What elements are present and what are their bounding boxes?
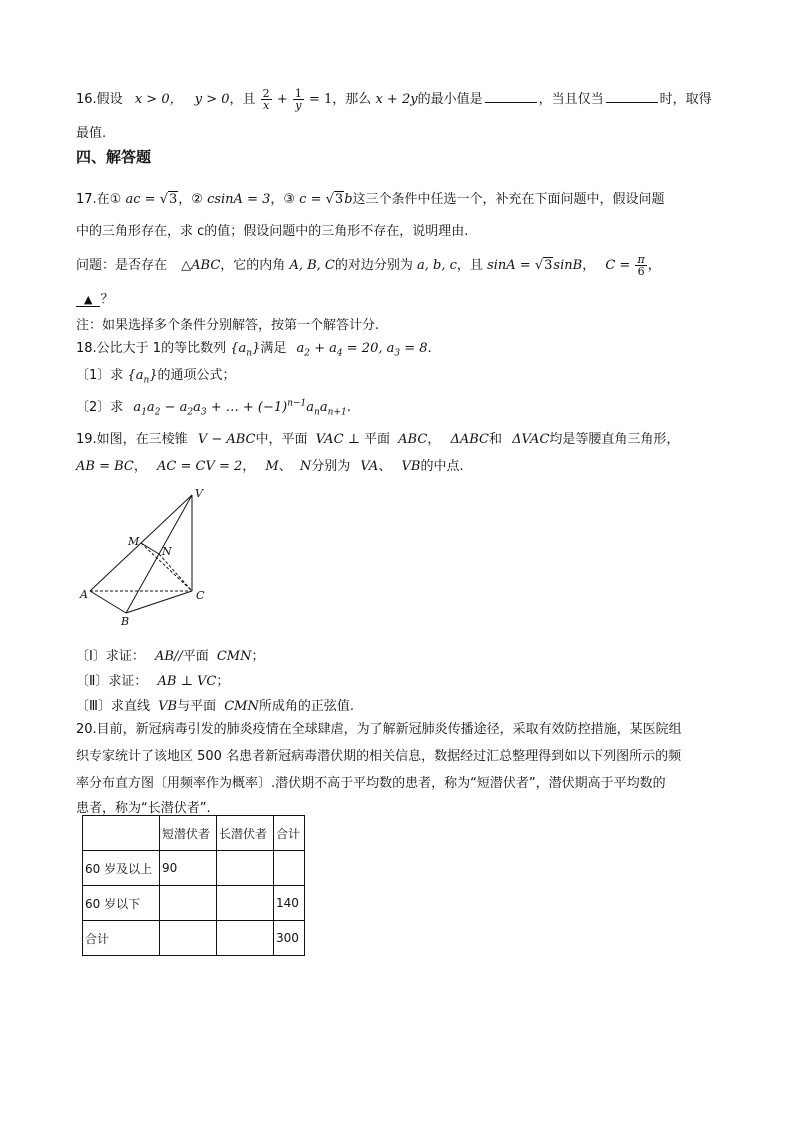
fraction-1-over-y: $\frac{1}{y}$ — [294, 87, 302, 112]
q17-cond3: c = — [299, 192, 322, 207]
table-cell — [160, 921, 217, 956]
contingency-table — [82, 815, 305, 956]
label-c: C — [196, 589, 205, 602]
q18-p1-label: 〔1〕求 — [76, 368, 124, 383]
table-row — [83, 851, 305, 886]
q18-seq-close: } — [252, 341, 261, 356]
q19-p3-vb: VB — [158, 699, 178, 714]
table-cell: 合计 — [83, 921, 160, 956]
q17-sep2: ，② — [178, 192, 203, 207]
question-20-line3: 率分布直方图〔用频率作为概率〕.潜伏期不高于平均数的患者，称为“短潜伏者”，潜伏期高于平均数的 — [76, 776, 666, 791]
table-cell — [217, 921, 274, 956]
q17-sin-eq: sinA = — [487, 258, 531, 273]
q19-p3-cmn: CMN — [224, 699, 259, 714]
question-16-line1: 16.假设 x > 0， y > 0，且 $\frac{2}{x}$ + $\frac{1}{y}$ = 1，那么 x + 2y的最小值是 ，当且仅当 时，取得 — [76, 87, 712, 112]
question-17-line2: 中的三角形存在，求 c的值；假设问题中的三角形不存在，说明理由. — [76, 224, 469, 239]
table-header-row — [83, 816, 305, 851]
segment-nc-hidden — [159, 554, 192, 591]
q18-eq-a3: = 20, a — [346, 341, 395, 356]
label-m: M — [128, 535, 140, 548]
fraction-pi-over-6: $\frac{\pi}{6}$ — [637, 253, 645, 278]
table-header-cell: 长潜伏者 — [217, 816, 274, 851]
q19-intro: 19.如图，在三棱锥 — [76, 432, 188, 447]
q16-prefix: 16.假设 — [76, 92, 123, 107]
q19-and: 和 — [489, 432, 503, 447]
q19-m: M — [265, 459, 279, 474]
table-cell — [217, 851, 274, 886]
q18-sign: + … + (−1) — [206, 400, 288, 415]
q17-question-mark: ？ — [100, 292, 114, 307]
sqrt-3-c: √3 — [534, 258, 553, 273]
fraction-2-over-x: $\frac{2}{x}$ — [262, 87, 270, 112]
table-row — [83, 921, 305, 956]
q16-when-text: ，当且仅当 — [538, 92, 604, 107]
sqrt-3-a: √3 — [159, 192, 178, 207]
question-17-line1 — [76, 188, 665, 207]
question-20-line4: 患者，称为“长潜伏者”. — [76, 801, 211, 816]
answer-blank-1 — [485, 90, 537, 103]
answer-blank-2 — [606, 90, 658, 103]
table-cell — [274, 851, 305, 886]
q18-a1: a — [133, 400, 142, 415]
q19-p3-label: 〔Ⅲ〕求直线 — [76, 699, 150, 714]
q18-plus-a4: + a — [314, 341, 337, 356]
q17-triangle: △ABC — [181, 258, 221, 273]
q19-sep-a: ， — [133, 459, 147, 474]
q19-p1-label: 〔Ⅰ〕求证： — [76, 649, 145, 664]
q19-p1-cmn: CMN — [216, 649, 252, 664]
table-cell: 90 — [160, 851, 217, 886]
q17-cond2: csinA = 3 — [207, 192, 271, 207]
q19-p1-ab: AB// — [154, 649, 183, 664]
q16-and: ，且 — [229, 92, 256, 107]
question-19-line1 — [76, 428, 679, 447]
q18-a2: a — [296, 341, 305, 356]
q18-seq-open: {a — [230, 341, 247, 356]
q19-sep-b: ， — [242, 459, 256, 474]
condition-placeholder: ▲ — [76, 293, 100, 307]
table-cell — [83, 816, 160, 851]
q19-p1-plane: 平面 — [182, 649, 209, 664]
q19-resp: 分别为 — [311, 459, 351, 474]
q16-tail: 时，取得 — [659, 92, 712, 107]
q19-ac-cv: AC = CV = 2 — [157, 459, 243, 474]
q17-comma: ， — [582, 258, 596, 273]
q19-plane-text: 中，平面 — [255, 432, 308, 447]
q18-p1-text: 的通项公式； — [157, 368, 236, 383]
q19-n: N — [299, 459, 312, 474]
q19-sep-c: 、 — [278, 459, 292, 474]
q17-angles-text: ，它的内角 — [220, 258, 286, 273]
q18-a2b: a — [146, 400, 155, 415]
label-v: V — [195, 487, 203, 500]
table-cell — [217, 886, 274, 921]
edge-ab — [90, 591, 126, 613]
q16-expression: x + 2y — [375, 92, 418, 107]
q19-p3-text: 所成角的正弦值. — [258, 699, 354, 714]
q17-sides: a, b, c — [417, 258, 457, 273]
question-18-part1: 〔1〕求 $\{a_n\}$的通项公式； — [76, 368, 236, 386]
label-b: B — [121, 615, 130, 628]
question-16-line2: 最值. — [76, 126, 107, 141]
q16-equation-rhs: = 1 — [309, 92, 333, 107]
table-cell: 300 — [274, 921, 305, 956]
q18-p2-label: 〔2〕求 — [76, 400, 124, 415]
q18-a3b: a — [193, 400, 201, 415]
q19-midpoints: 的中点. — [420, 459, 464, 474]
q19-tetra: V − ABC — [197, 432, 256, 447]
question-18-part2: 〔2〕求 $a_1a_2 - a_2a_3$ + … + $(-1)^{n-1}a_na_{n+1}$. — [76, 398, 351, 418]
q17-line1-rest: 这三个条件中任选一个，补充在下面问题中，假设问题 — [352, 192, 665, 207]
q18-eq-8: = 8 — [404, 341, 428, 356]
q17-cond3-b: b — [344, 192, 353, 207]
table-header-cell: 合计 — [274, 816, 305, 851]
q18-an: a — [306, 400, 315, 415]
q18-minus-a2: − a — [160, 400, 188, 415]
q16-min-text: 的最小值是 — [417, 92, 483, 107]
q19-p2-end: ； — [216, 674, 230, 689]
q17-comma-2: ， — [647, 258, 661, 273]
q18-p2-period: . — [346, 400, 351, 415]
q19-vac-perp: VAC ⊥ — [315, 432, 360, 447]
q18-an1: a — [319, 400, 328, 415]
question-17-line3 — [76, 254, 661, 277]
sqrt-3-b: √3 — [325, 192, 344, 207]
label-a: A — [80, 588, 88, 601]
table-header-cell: 短潜伏者 — [160, 816, 217, 851]
q17-angles: A, B, C — [289, 258, 335, 273]
q19-comma: ， — [427, 432, 441, 447]
table-cell: 60 岁以下 — [83, 886, 160, 921]
q19-tri-abc: ΔABC — [450, 432, 489, 447]
q19-tri-vac: ΔVAC — [512, 432, 550, 447]
q18-satisfies: 满足 — [260, 341, 287, 356]
q19-ab-bc: AB = BC — [76, 459, 134, 474]
q17-sep3: ，③ — [270, 192, 296, 207]
q18-period: . — [427, 341, 432, 356]
table-cell: 140 — [274, 886, 305, 921]
q17-intro: 17.在① — [76, 192, 122, 207]
question-19-line2 — [76, 455, 464, 474]
q17-problem-label: 问题：是否存在 — [76, 258, 168, 273]
question-19-part2 — [76, 670, 229, 689]
q17-sinb: sinB — [553, 258, 583, 273]
q16-cond-x: x > 0， — [134, 92, 183, 107]
question-17-note: 注：如果选择多个条件分别解答，按第一个解答计分. — [76, 318, 380, 333]
question-20-line1: 20.目前，新冠病毒引发的肺炎疫情在全球肆虐，为了解新冠肺炎传播途径，采取有效防控措施，某医院组 — [76, 722, 682, 737]
q16-cond-y: y > 0 — [194, 92, 230, 107]
q16-then: ，那么 — [332, 92, 372, 107]
q19-p2-perp: AB ⊥ VC — [157, 674, 217, 689]
q19-p3-plane: 与平面 — [177, 699, 217, 714]
q17-angle-c: C = — [605, 258, 631, 273]
q19-sep-d: 、 — [378, 459, 392, 474]
question-19-part1 — [76, 645, 265, 664]
tetrahedron-figure — [78, 485, 218, 630]
section-heading: 四、解答题 — [76, 148, 152, 166]
q18-intro: 18.公比大于 1的等比数列 — [76, 341, 227, 356]
q17-and: ，且 — [456, 258, 483, 273]
q19-iso-text: 均是等腰直角三角形， — [549, 432, 680, 447]
q17-cond1: ac = — [125, 192, 156, 207]
question-19-part3 — [76, 695, 354, 714]
q19-abc: ABC — [398, 432, 428, 447]
question-20-line2: 织专家统计了该地区 500 名患者新冠病毒潜伏期的相关信息，数据经过汇总整理得到如以下列图所示的频 — [76, 749, 682, 764]
q19-vb: VB — [401, 459, 421, 474]
q19-va: VA — [360, 459, 379, 474]
table-row — [83, 886, 305, 921]
q19-plane-text2: 平面 — [364, 432, 391, 447]
table-cell — [160, 886, 217, 921]
q17-sides-text: 的对边分别为 — [334, 258, 413, 273]
question-17-line4 — [76, 288, 113, 307]
label-n: N — [162, 545, 172, 558]
q19-p2-label: 〔Ⅱ〕求证： — [76, 674, 148, 689]
segment-mn — [141, 543, 159, 554]
table-cell: 60 岁及以上 — [83, 851, 160, 886]
question-18-line1: 18.公比大于 1的等比数列 $\{a_n\}$满足 $a_2 + a_4 = 20$, $a_3 = 8$. — [76, 341, 432, 359]
q19-p1-end: ； — [251, 649, 265, 664]
